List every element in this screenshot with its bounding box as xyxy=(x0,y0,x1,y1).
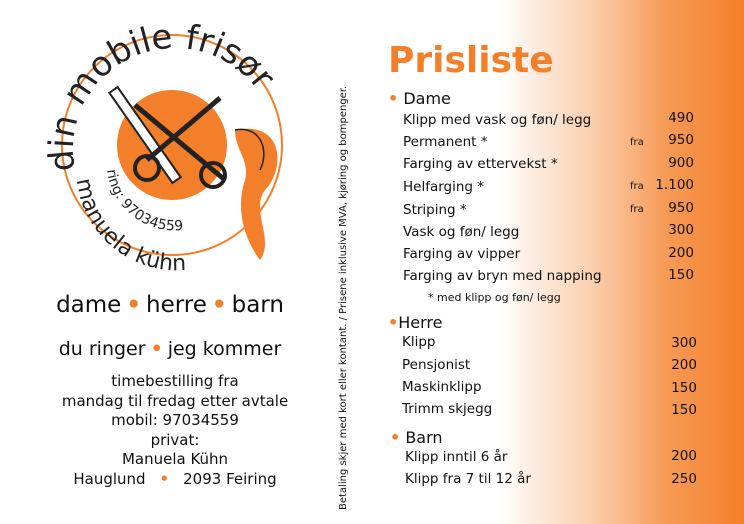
price-from-label: fra xyxy=(630,137,644,148)
tagline-item: herre xyxy=(146,292,207,318)
price-item-value: 490 xyxy=(668,110,694,126)
price-from-label: fra xyxy=(630,204,644,215)
price-item-value: 250 xyxy=(671,471,697,487)
price-item-name: Klipp xyxy=(402,334,436,350)
price-item-name: Vask og føn/ legg xyxy=(403,224,520,240)
price-item-name: Trimm skjegg xyxy=(402,401,493,417)
price-item-value: 200 xyxy=(671,448,697,464)
tagline2-item: jeg kommer xyxy=(167,338,282,360)
price-item-name: Klipp inntil 6 år xyxy=(405,449,508,465)
section-heading-herre: •Herre xyxy=(388,313,443,332)
address xyxy=(40,470,310,490)
price-item-name: Farging av vipper xyxy=(403,246,521,262)
bullet-icon: • xyxy=(159,469,170,488)
logo-brand-text: din mobile frisør xyxy=(41,16,283,174)
booking-line: mandag til fredag etter avtale xyxy=(61,391,289,410)
price-item-value: 200 xyxy=(668,245,694,261)
price-from-label: fra xyxy=(630,181,644,192)
price-item-name: Maskinklipp xyxy=(402,379,482,395)
footnote: * med klipp og føn/ legg xyxy=(428,291,561,304)
tagline-secondary xyxy=(0,338,340,360)
bullet-icon: • xyxy=(390,428,401,447)
price-item-value: 300 xyxy=(668,222,694,238)
address-postcode: 2093 Feiring xyxy=(183,469,277,488)
section-heading-barn: • Barn xyxy=(390,428,443,447)
logo xyxy=(35,10,305,280)
price-item-value: 950 xyxy=(668,200,694,216)
price-item-name: Helfarging * xyxy=(403,179,485,195)
address-place: Hauglund xyxy=(73,469,146,488)
price-item-name: Klipp fra 7 til 12 år xyxy=(405,471,531,487)
bullet-icon: • xyxy=(388,313,399,332)
tagline-item: barn xyxy=(231,292,284,318)
bullet-icon: • xyxy=(126,292,142,318)
price-item-value: 950 xyxy=(668,132,694,148)
tagline-item: dame xyxy=(56,292,122,318)
payment-note: Betaling skjer med kort eller kontant. / Prisene inklusive MVA, kjøring og bompenger. xyxy=(338,85,349,510)
price-item-name: Pensjonist xyxy=(402,357,471,373)
price-item-name: Farging av ettervekst * xyxy=(403,156,558,172)
section-heading-dame: • Dame xyxy=(388,89,451,108)
bullet-icon: • xyxy=(150,338,163,360)
price-item-value: 300 xyxy=(671,335,697,351)
price-item-value: 900 xyxy=(668,155,694,171)
booking-line: mobil: 97034559 xyxy=(111,411,239,429)
price-item-value: 150 xyxy=(671,402,697,418)
price-item-value: 150 xyxy=(668,267,694,283)
price-item-name: Permanent * xyxy=(403,134,488,150)
bullet-icon: • xyxy=(211,292,227,318)
pricelist-title: Prisliste xyxy=(388,40,554,81)
price-item-name: Striping * xyxy=(403,202,467,218)
price-item-value: 150 xyxy=(671,380,697,396)
tagline xyxy=(0,292,340,318)
logo-owner-text: manuela kühn xyxy=(70,176,187,277)
price-item-value: 1.100 xyxy=(655,177,694,193)
tagline2-item: du ringer xyxy=(58,338,146,360)
price-item-value: 200 xyxy=(671,357,697,373)
booking-info xyxy=(40,372,310,489)
bullet-icon: • xyxy=(388,89,399,108)
price-item-name: Farging av bryn med napping xyxy=(403,268,602,284)
price-item-name: Klipp med vask og føn/ legg xyxy=(403,112,592,128)
booking-line: privat: xyxy=(150,430,200,449)
booking-line: Manuela Kühn xyxy=(121,450,229,468)
logo-phone-text: ring: 97034559 xyxy=(102,168,184,235)
booking-line: timebestilling fra xyxy=(111,372,239,390)
